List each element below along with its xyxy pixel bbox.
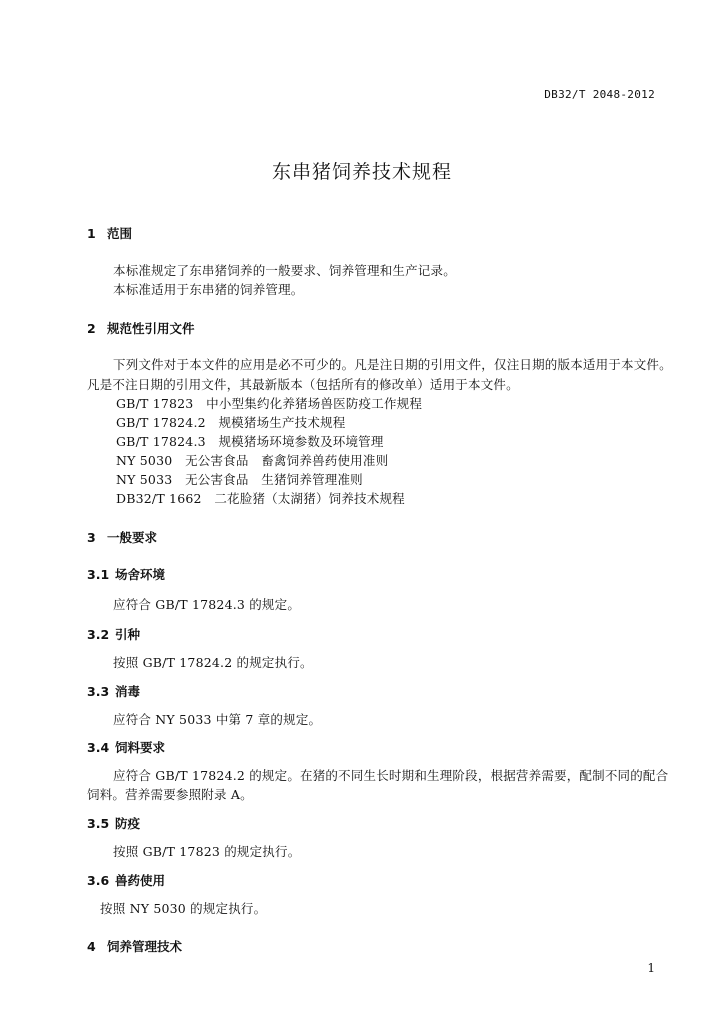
paragraph: 按照 NY 5030 的规定执行。 [100,901,267,916]
subsection-number: 3.5 [87,816,110,831]
section-title: 范围 [107,226,133,241]
reference-item: GB/T 17823 中小型集约化养猪场兽医防疫工作规程 [116,396,423,411]
subsection-3-4-heading [87,738,165,756]
subsection-number: 3.1 [87,567,110,582]
standard-number: DB32/T 2048-2012 [544,88,655,101]
subsection-3-3-heading [87,682,140,700]
section-title: 规范性引用文件 [107,321,195,336]
paragraph: 下列文件对于本文件的应用是必不可少的。凡是注日期的引用文件，仅注日期的版本适用于本文件。 [113,357,672,372]
reference-item: NY 5033 无公害食品 生猪饲养管理准则 [116,472,363,487]
paragraph: 凡是不注日期的引用文件，其最新版本（包括所有的修改单）适用于本文件。 [87,377,519,392]
subsection-title: 饲料要求 [115,740,166,755]
section-number: 1 [87,226,96,241]
paragraph: 本标准适用于东串猪的饲养管理。 [113,282,304,297]
paragraph: 应符合 GB/T 17824.3 的规定。 [113,597,301,612]
subsection-3-2-heading [87,625,140,643]
section-title: 饲养管理技术 [107,939,183,954]
subsection-number: 3.6 [87,873,110,888]
section-number: 3 [87,530,96,545]
subsection-title: 兽药使用 [115,873,166,888]
reference-item: GB/T 17824.3 规模猪场环境参数及环境管理 [116,434,384,449]
subsection-title: 防疫 [115,816,141,831]
page-number: 1 [647,961,655,975]
subsection-3-6-heading [87,871,165,889]
subsection-number: 3.4 [87,740,110,755]
paragraph: 本标准规定了东串猪饲养的一般要求、饲养管理和生产记录。 [113,263,456,278]
paragraph: 应符合 NY 5033 中第 7 章的规定。 [113,712,322,727]
section-title: 一般要求 [107,530,158,545]
section-2-heading [87,319,195,337]
subsection-title: 场舍环境 [115,567,166,582]
reference-item: NY 5030 无公害食品 畜禽饲养兽药使用准则 [116,453,389,468]
section-3-heading [87,528,157,546]
subsection-3-1-heading [87,565,165,583]
subsection-title: 引种 [115,627,141,642]
subsection-number: 3.3 [87,684,110,699]
paragraph: 按照 GB/T 17824.2 的规定执行。 [113,655,313,670]
paragraph: 应符合 GB/T 17824.2 的规定。在猪的不同生长时期和生理阶段，根据营养需要，配制不同的配合 [113,768,669,783]
reference-item: GB/T 17824.2 规模猪场生产技术规程 [116,415,346,430]
subsection-number: 3.2 [87,627,110,642]
section-1-heading [87,224,132,242]
document-title: 东串猪饲养技术规程 [271,161,452,183]
section-number: 4 [87,939,96,954]
paragraph: 饲料。营养需要参照附录 A。 [87,787,253,802]
section-number: 2 [87,321,96,336]
section-4-heading [87,937,182,955]
reference-item: DB32/T 1662 二花脸猪（太湖猪）饲养技术规程 [116,491,405,506]
subsection-title: 消毒 [115,684,141,699]
paragraph: 按照 GB/T 17823 的规定执行。 [113,844,301,859]
subsection-3-5-heading [87,814,140,832]
